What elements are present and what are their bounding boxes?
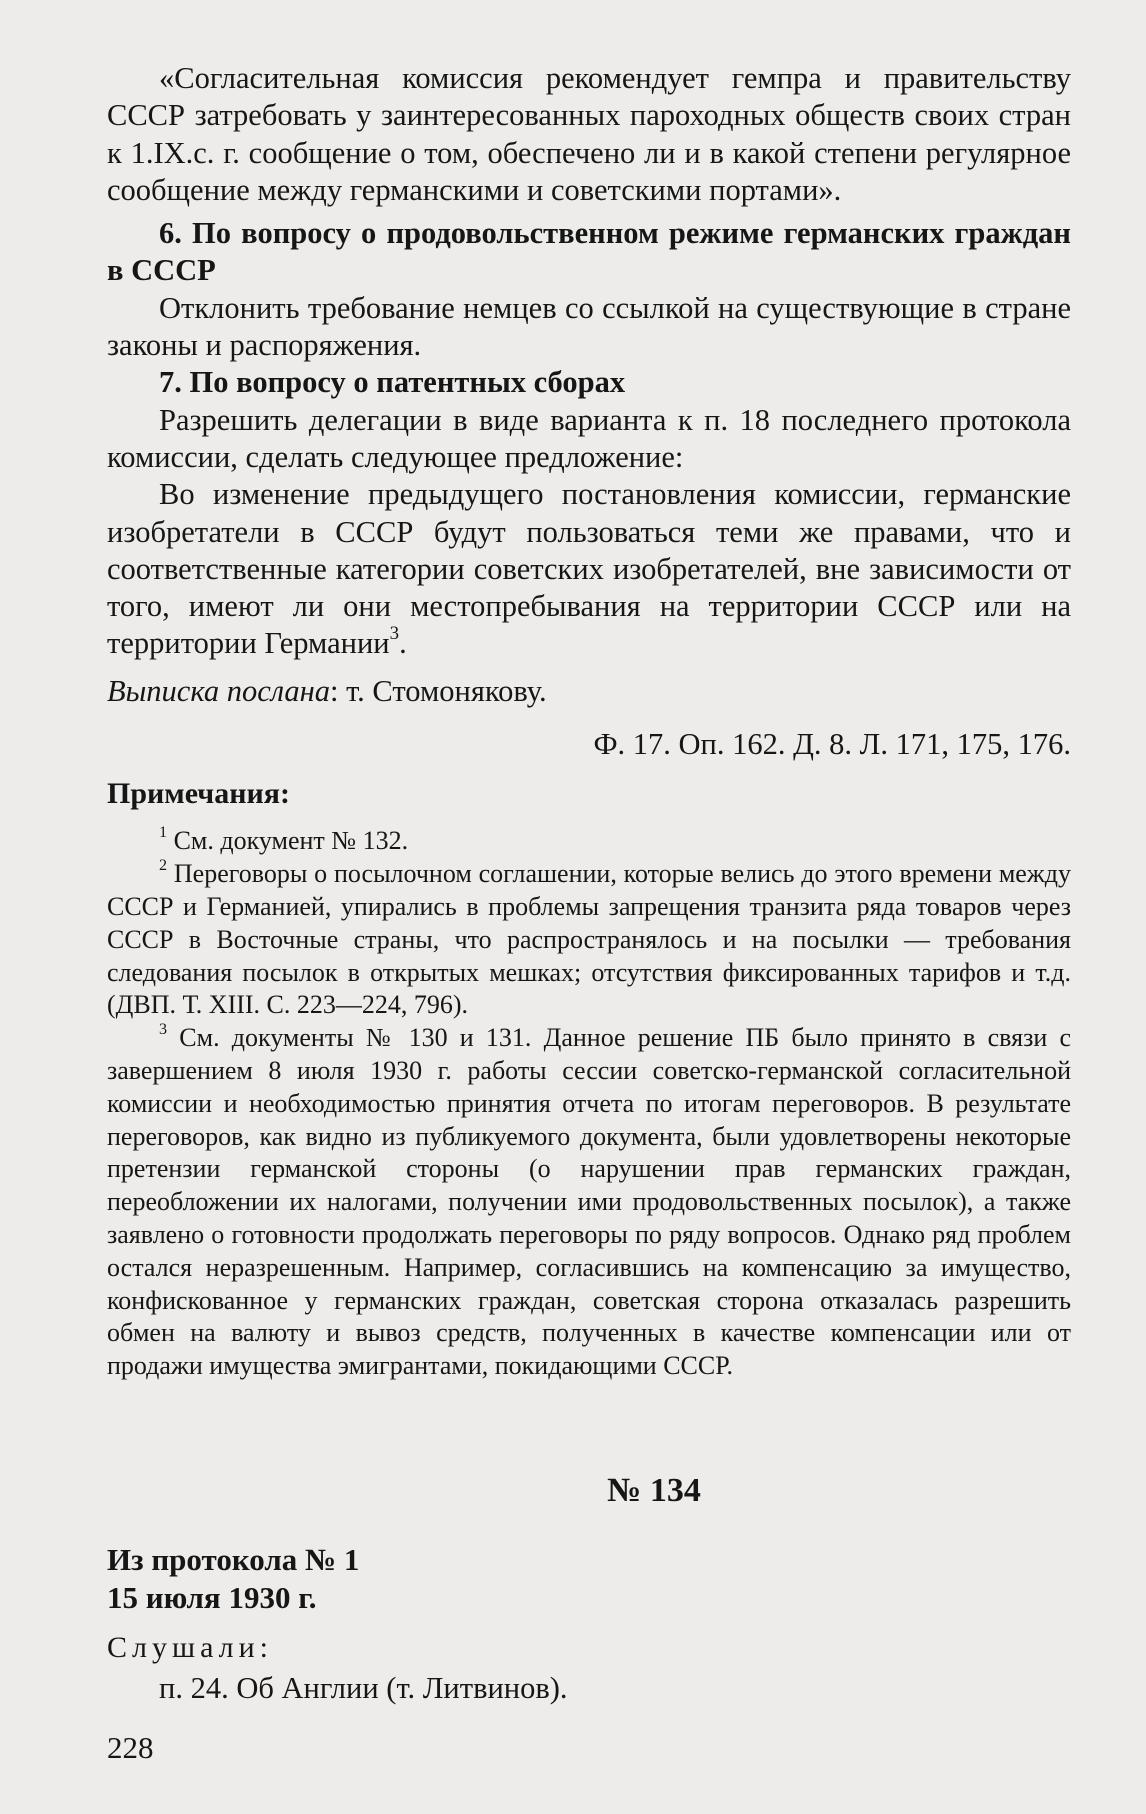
- page-number: 228: [107, 1730, 154, 1765]
- note-2: [107, 858, 1071, 1022]
- note-3: [107, 1022, 1071, 1383]
- note-1: [107, 825, 1071, 858]
- document-number: № 134: [607, 1471, 701, 1509]
- footnote-ref-3: 3: [389, 623, 400, 645]
- protocol-date: 15 июля 1930 г.: [107, 1579, 317, 1615]
- note-3-number: 3: [159, 1021, 168, 1039]
- section-7-text-b-body: Во изменение предыдущего постановления комиссии, германские изобретатели в СССР будут пользоваться теми же правами, что и соответственные категории советских изобретателей, вне зависимости от того, имеют ли они местопребывания на территории СССР или на территории Германии: [107, 477, 1071, 661]
- section-7-text-b-end: .: [399, 626, 407, 661]
- note-3-text: См. документы № 130 и 131. Данное решение ПБ было принято в связи с завершением 8 июля 1930 г. работы сессии советско-германской согласительной комиссии и необходимостью принятия отчета по итогам переговоров. В результате переговоров, как видно из публикуемого документа, были удовлетворены некоторые претензии германской стороны (о нарушении прав германских граждан, переобложении их налогами, получении ими продовольственных посылок), а также заявлено о готовности продолжать переговоры по ряду вопросов. Однако ряд проблем остался неразрешенным. Например, согласившись на компенсацию за имущество, конфискованное у германских граждан, советская сторона отказалась разрешить обмен на валюту и вывоз средств, полученных в качестве компенсации или от продажи имущества эмигрантами, покидающими СССР.: [107, 1023, 1072, 1381]
- heard-label: Слушали:: [107, 1630, 274, 1664]
- note-2-text: Переговоры о посылочном соглашении, которые велись до этого времени между СССР и Германией, упирались в проблемы запрещения транзита ряда товаров через СССР в Восточные страны, что распространялось и на посылки — требования следования посылок в открытых мешках; отсутствия фиксированных тарифов и т.д. (ДВП. Т. XIII. С. 223—224, 796).: [107, 859, 1071, 1020]
- sent-label: Выписка послана: [107, 673, 331, 708]
- note-1-text: См. документ № 132.: [173, 826, 409, 856]
- archive-reference: Ф. 17. Оп. 162. Д. 8. Л. 171, 175, 176.: [593, 727, 1071, 762]
- section-7-heading: 7. По вопросу о патентных сборах: [159, 365, 626, 400]
- protocol-title: Из протокола № 1: [107, 1541, 360, 1577]
- section-7-text-b: [107, 476, 1071, 662]
- section-6-text: Отклонить требование немцев со ссылкой на существующие в стране законы и распоряжения.: [107, 290, 1071, 363]
- section-6-heading: 6. По вопросу о продовольственном режиме германских граждан в СССР: [107, 216, 1071, 288]
- sent-text: : т. Стомонякову.: [330, 673, 547, 708]
- note-2-number: 2: [159, 857, 168, 875]
- quote-paragraph: «Согласительная комиссия рекомендует гемпра и правительству СССР затребовать у заинтересованных пароходных обществ своих стран к 1.IX.с. г. сообщение о том, обеспечено ли и в какой степени регулярное сообщение между германскими и советскими портами».: [107, 61, 1071, 207]
- page-content: [107, 60, 1071, 1707]
- notes-title: Примечания:: [107, 777, 291, 811]
- note-1-number: 1: [159, 824, 168, 842]
- agenda-item: п. 24. Об Англии (т. Литвинов).: [159, 1671, 568, 1706]
- section-7-text-a: Разрешить делегации в виде варианта к п. 18 последнего протокола комиссии, сделать следующее предложение:: [107, 402, 1071, 474]
- sent-line: [107, 673, 1071, 710]
